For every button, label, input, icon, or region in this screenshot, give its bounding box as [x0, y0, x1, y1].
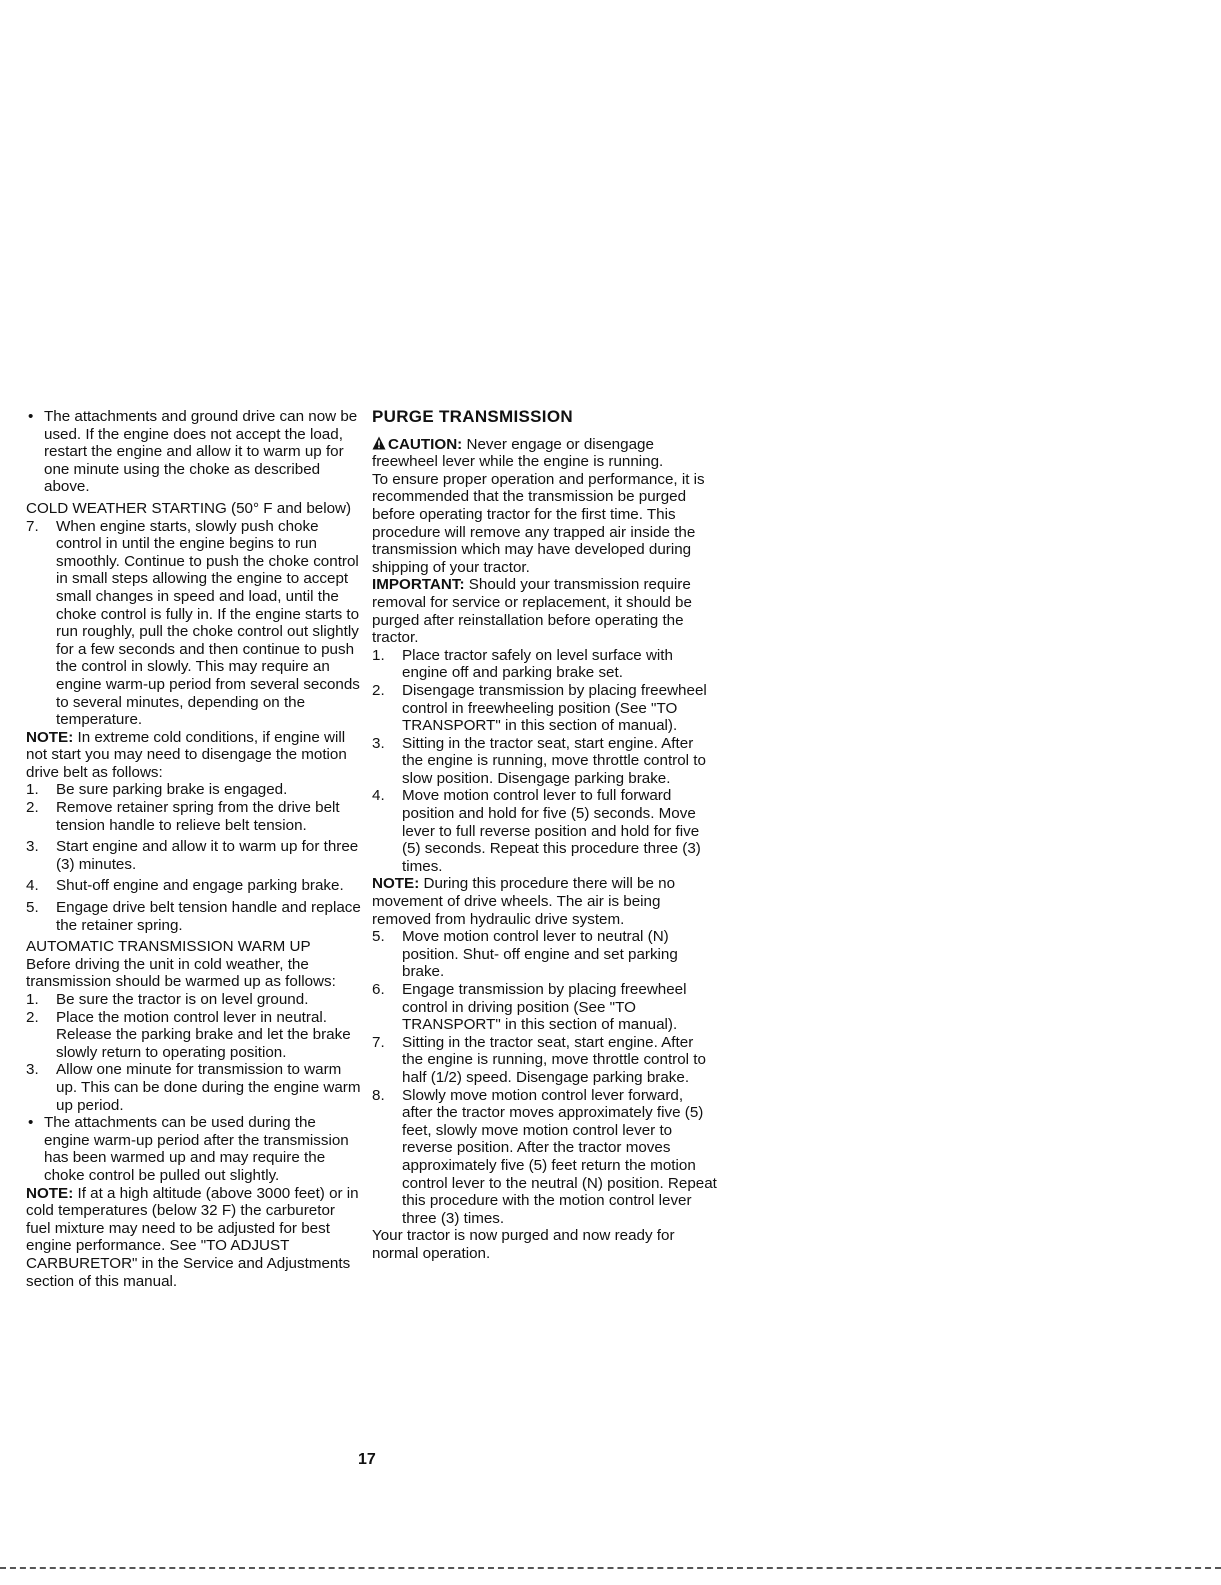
step-number: 3. — [26, 1061, 39, 1079]
step-number: 4. — [372, 787, 385, 805]
bullet-icon: • — [28, 1114, 34, 1132]
important-text: Should your transmission require removal for service or replacement, it should be purged after reinstallation before operating the tractor. — [372, 576, 692, 647]
list-item — [26, 518, 361, 729]
step-number: 1. — [26, 991, 39, 1008]
intro-bullet-text: The attachments and ground drive can now be used. If the engine does not accept the load, restart the engine and allow it to warm up for one minute using the choke as described above. — [44, 408, 358, 496]
list-item — [26, 781, 361, 799]
step-text: Be sure the tractor is on level ground. — [56, 991, 309, 1008]
list-item — [372, 1087, 717, 1228]
list-item — [26, 838, 361, 873]
cold-weather-heading: COLD WEATHER STARTING (50° F and below) — [26, 499, 352, 517]
left-column — [26, 408, 361, 1290]
step-text: Allow one minute for transmission to warm up. This can be done during the engine warm up period. — [56, 1061, 361, 1114]
step-text: Shut-off engine and engage parking brake. — [56, 877, 344, 895]
list-item — [372, 735, 717, 788]
step-text: Place the motion control lever in neutral. Release the parking brake and let the brake slowly return to operating position. — [56, 1008, 351, 1061]
step-text: Sitting in the tractor seat, start engine. After the engine is running, move throttle control to slow position. Disengage parking brake. — [402, 734, 706, 787]
important-label: IMPORTANT: — [372, 576, 465, 594]
step-number: 1. — [26, 781, 39, 799]
step-text: Move motion control lever to full forward position and hold for five (5) seconds. Move lever to full reverse position and hold for five (5) seconds. Repeat this procedure three (3) times. — [402, 787, 701, 875]
step-number: 2. — [26, 799, 39, 817]
list-item — [26, 1009, 361, 1062]
note-text: In extreme cold conditions, if engine will not start you may need to disengage the motion drive belt as follows: — [26, 728, 347, 781]
note-paragraph — [372, 875, 717, 928]
step-number: 3. — [372, 734, 385, 752]
list-item — [372, 647, 717, 682]
step-number: 7. — [372, 1033, 385, 1051]
auto-bullet-text: The attachments can be used during the engine warm-up period after the transmission has been warmed up and may require the choke control be pulled out slightly. — [44, 1114, 349, 1184]
step-text: Sitting in the tractor seat, start engine. After the engine is running, move throttle control to half (1/2) speed. Disengage parking brake. — [402, 1033, 706, 1086]
note-label: NOTE: — [26, 728, 74, 746]
note-paragraph — [26, 729, 361, 782]
step-text: Be sure parking brake is engaged. — [56, 781, 288, 799]
step-number: 1. — [372, 646, 385, 664]
step-number: 8. — [372, 1086, 385, 1104]
list-item — [26, 408, 361, 496]
intro-paragraph: To ensure proper operation and performance, it is recommended that the transmission be purged before operating tractor for the first time. This procedure will remove any trapped air inside the transmission which may have developed during shipping of your tractor. — [372, 470, 705, 576]
step-text: Start engine and allow it to warm up for three (3) minutes. — [56, 838, 359, 873]
note-label: NOTE: — [26, 1184, 74, 1202]
list-item — [26, 877, 361, 895]
step-number: 7. — [26, 517, 39, 535]
step-number: 5. — [372, 928, 385, 946]
purge-steps-list-b — [372, 928, 717, 1227]
list-item — [372, 682, 717, 735]
list-item — [372, 787, 717, 875]
auto-transmission-heading: AUTOMATIC TRANSMISSION WARM UP — [26, 938, 311, 956]
auto-steps-list — [26, 991, 361, 1114]
step-number: 4. — [26, 877, 39, 895]
section-heading: PURGE TRANSMISSION — [372, 407, 573, 426]
step-number: 3. — [26, 838, 39, 856]
list-item — [26, 799, 361, 834]
step-text: Remove retainer spring from the drive belt tension handle to relieve belt tension. — [56, 799, 340, 834]
list-item — [26, 1114, 361, 1184]
list-item — [372, 981, 717, 1034]
note-text: If at a high altitude (above 3000 feet) or in cold temperatures (below 32 F) the carburetor fuel mixture may need to be adjusted for best engine performance. See "TO ADJUST CARBURETOR" in the Service and Adjustments section of this manual. — [26, 1184, 359, 1290]
footer-divider — [0, 1567, 1221, 1569]
note-paragraph — [26, 1185, 361, 1291]
important-paragraph — [372, 576, 717, 646]
note-text: During this procedure there will be no movement of drive wheels. The air is being removed from hydraulic drive system. — [372, 875, 676, 928]
caution-text: Never engage or disengage freewheel lever while the engine is running. — [372, 435, 664, 471]
cold-steps-list — [26, 781, 361, 934]
caution-triangle-icon — [372, 436, 386, 450]
step-text: Engage drive belt tension handle and replace the retainer spring. — [56, 899, 361, 934]
step-number: 6. — [372, 981, 385, 998]
bullet-icon: • — [28, 408, 34, 425]
step-text: Disengage transmission by placing freewheel control in freewheeling position (See "TO TRANSPORT" in this section of manual). — [402, 681, 707, 735]
page-number: 17 — [358, 1451, 376, 1468]
step-text: Place tractor safely on level surface with engine off and parking brake set. — [402, 646, 673, 682]
step-number: 2. — [372, 681, 385, 699]
note-label: NOTE: — [372, 875, 420, 893]
step-text: Engage transmission by placing freewheel control in driving position (See "TO TRANSPORT" in this section of manual). — [402, 981, 687, 1034]
list-item — [26, 1061, 361, 1114]
step-number: 2. — [26, 1008, 39, 1026]
step-text: Move motion control lever to neutral (N) position. Shut- off engine and set parking brake. — [402, 928, 678, 981]
step-text: Slowly move motion control lever forward, after the tractor moves approximately five (5) feet, slowly move motion control lever to reverse position. After the tractor moves approximately five (5) feet return the motion control lever to the neutral (N) position. Repeat this procedure with the motion control lever three (3) times. — [402, 1086, 717, 1227]
purge-steps-list-a — [372, 647, 717, 876]
list-item — [372, 1034, 717, 1087]
step-text: When engine starts, slowly push choke control in until the engine begins to run smoothly. Continue to push the choke control in small steps allowing the engine to accept small changes in speed and load, until the choke control is fully in. If the engine starts to run roughly, pull the choke control out slightly for a few seconds and then continue to push the control in slowly. This may require an engine warm-up period from several seconds to several minutes, depending on the temperature. — [56, 517, 360, 729]
right-column — [372, 408, 717, 1263]
auto-intro-paragraph: Before driving the unit in cold weather, the transmission should be warmed up as follows: — [26, 955, 336, 991]
list-item — [26, 991, 361, 1009]
list-item — [372, 928, 717, 981]
caution-label: CAUTION: — [388, 435, 463, 453]
step-number: 5. — [26, 899, 39, 917]
closing-paragraph: Your tractor is now purged and now ready for normal operation. — [372, 1227, 675, 1262]
caution-paragraph — [372, 436, 717, 471]
list-item — [26, 899, 361, 934]
